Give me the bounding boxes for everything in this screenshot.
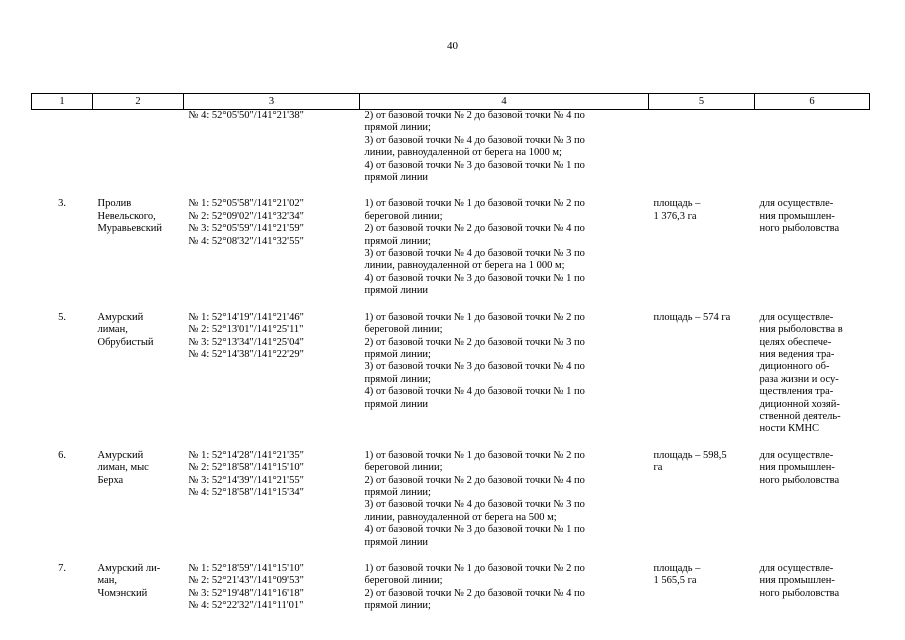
- description-line: прямой линии;: [364, 373, 431, 385]
- row-area-cell: [649, 563, 755, 627]
- name-line: Амурский: [97, 449, 144, 461]
- description-line: прямой линии;: [364, 348, 431, 360]
- description-line: 4) от базовой точки № 3 до базовой точки № 1 по: [364, 159, 585, 171]
- coordinate-line: № 1: 52°14'28"/141°21'35": [188, 449, 304, 461]
- row-area-cell: [649, 312, 755, 450]
- coordinate-line: № 3: 52°14'39"/141°21'55": [188, 474, 304, 486]
- row-name-cell: [93, 450, 184, 563]
- description-line: 2) от базовой точки № 2 до базовой точки № 3 по: [364, 336, 585, 348]
- table-row: [32, 198, 870, 311]
- coordinate-line: № 2: 52°09'02"/141°32'34": [188, 210, 304, 222]
- coordinate-line: № 3: 52°19'48"/141°16'18": [188, 587, 304, 599]
- row-purpose-cell: [755, 450, 870, 563]
- row-description-cell: [360, 198, 649, 311]
- description-line: береговой линии;: [364, 575, 443, 587]
- purpose-line: ния промышлен-: [759, 210, 835, 222]
- table-body: [32, 110, 870, 627]
- column-header-6: 6: [755, 94, 870, 110]
- description-line: 2) от базовой точки № 2 до базовой точки № 4 по: [364, 223, 585, 235]
- name-line: Невельского,: [97, 210, 156, 222]
- coordinate-line: № 2: 52°18'58"/141°15'10": [188, 462, 304, 474]
- row-name-cell: [93, 312, 184, 450]
- row-purpose-cell: [755, 198, 870, 311]
- coordinate-line: № 3: 52°05'59"/141°21'59": [188, 223, 304, 235]
- description-line: линии, равноудаленной от берега на 1 000 м;: [364, 260, 565, 272]
- coordinate-line: № 4: 52°08'32"/141°32'55": [188, 235, 304, 247]
- row-number-cell: [32, 110, 93, 199]
- row-area-cell: [649, 110, 755, 199]
- table-row: [32, 450, 870, 563]
- description-line: линии, равноудаленной от берега на 500 м;: [364, 511, 557, 523]
- area-line: площадь – 574 га: [653, 311, 731, 323]
- row-purpose-cell: [755, 312, 870, 450]
- row-description-cell: [360, 450, 649, 563]
- column-header-3: 3: [184, 94, 360, 110]
- description-line: прямой линии;: [364, 235, 431, 247]
- description-line: береговой линии;: [364, 462, 443, 474]
- row-coords-cell: [184, 450, 360, 563]
- name-line: Чомэнский: [97, 587, 148, 599]
- purpose-line: ности КМНС: [759, 423, 820, 435]
- row-purpose-cell: [755, 110, 870, 199]
- coordinate-line: № 4: 52°22'32"/141°11'01": [188, 600, 304, 612]
- description-line: прямой линии;: [364, 600, 431, 612]
- row-name-cell: [93, 198, 184, 311]
- row-area-cell: [649, 198, 755, 311]
- purpose-line: ния ведения тра-: [759, 348, 835, 360]
- name-line: ман,: [97, 575, 117, 587]
- row-coords-cell: [184, 110, 360, 199]
- purpose-line: целях обеспече-: [759, 336, 832, 348]
- name-line: лиман,: [97, 324, 128, 336]
- purpose-line: для осуществле-: [759, 311, 834, 323]
- description-line: 4) от базовой точки № 4 до базовой точки № 1 по: [364, 386, 585, 398]
- coordinate-line: № 1: 52°18'59"/141°15'10": [188, 563, 304, 574]
- row-coords-cell: [184, 563, 360, 627]
- column-header-1: 1: [32, 94, 93, 110]
- coordinate-line: № 2: 52°13'01"/141°25'11": [188, 324, 304, 336]
- description-line: 1) от базовой точки № 1 до базовой точки № 2 по: [364, 198, 585, 210]
- purpose-line: ния рыболовства в: [759, 324, 843, 336]
- name-line: Амурский: [97, 311, 144, 323]
- coordinate-line: № 1: 52°05'58"/141°21'02": [188, 198, 304, 210]
- document-table: [31, 93, 870, 627]
- coordinate-line: № 4: 52°14'38"/141°22'29": [188, 348, 304, 360]
- row-number-cell: 7.: [58, 563, 66, 574]
- area-line: площадь –: [653, 198, 701, 210]
- coordinate-line: № 3: 52°13'34"/141°25'04": [188, 336, 304, 348]
- description-line: 3) от базовой точки № 4 до базовой точки № 3 по: [364, 134, 585, 146]
- table-header-row: [32, 94, 870, 110]
- description-line: 3) от базовой точки № 3 до базовой точки № 4 по: [364, 361, 585, 373]
- coordinate-line: № 2: 52°21'43"/141°09'53": [188, 575, 304, 587]
- row-description-cell: [360, 563, 649, 627]
- purpose-line: раза жизни и осу-: [759, 373, 839, 385]
- page-number: 40: [447, 40, 458, 52]
- purpose-line: ществления тра-: [759, 386, 834, 398]
- table-row: [32, 312, 870, 450]
- description-line: 3) от базовой точки № 4 до базовой точки № 3 по: [364, 248, 585, 260]
- name-line: лиман, мыс: [97, 462, 149, 474]
- coordinate-line: № 4: 52°18'58"/141°15'34": [188, 486, 304, 498]
- description-line: 2) от базовой точки № 2 до базовой точки № 4 по: [364, 110, 585, 121]
- description-line: 2) от базовой точки № 2 до базовой точки № 4 по: [364, 587, 585, 599]
- description-line: 2) от базовой точки № 2 до базовой точки № 4 по: [364, 474, 585, 486]
- area-line: площадь –: [653, 563, 701, 574]
- row-purpose-cell: [755, 563, 870, 627]
- name-line: Амурский ли-: [97, 563, 161, 574]
- purpose-line: ного рыболовства: [759, 223, 840, 235]
- purpose-line: ного рыболовства: [759, 474, 840, 486]
- description-line: прямой линии;: [364, 486, 431, 498]
- description-line: прямой линии;: [364, 122, 431, 134]
- description-line: прямой линии: [364, 398, 429, 410]
- description-line: 4) от базовой точки № 3 до базовой точки № 1 по: [364, 524, 585, 536]
- description-line: прямой линии: [364, 536, 429, 548]
- name-line: Муравьевский: [97, 223, 163, 235]
- column-header-5: 5: [649, 94, 755, 110]
- description-line: береговой линии;: [364, 324, 443, 336]
- row-number-cell: 5.: [58, 311, 66, 323]
- purpose-line: для осуществле-: [759, 563, 834, 574]
- row-description-cell: [360, 312, 649, 450]
- name-line: Обрубистый: [97, 336, 154, 348]
- area-line: 1 376,3 га: [653, 210, 697, 222]
- description-line: 1) от базовой точки № 1 до базовой точки № 2 по: [364, 311, 585, 323]
- description-line: береговой линии;: [364, 210, 443, 222]
- row-name-cell: [93, 563, 184, 627]
- area-line: площадь – 598,5: [653, 449, 727, 461]
- purpose-line: ния промышлен-: [759, 462, 835, 474]
- description-line: линии, равноудаленной от берега на 1000 м;: [364, 147, 562, 159]
- description-line: 1) от базовой точки № 1 до базовой точки № 2 по: [364, 449, 585, 461]
- row-area-cell: [649, 450, 755, 563]
- continuation-row: [32, 110, 870, 199]
- column-header-2: 2: [93, 94, 184, 110]
- purpose-line: ния промышлен-: [759, 575, 835, 587]
- area-line: га: [653, 462, 663, 474]
- description-line: 4) от базовой точки № 3 до базовой точки № 1 по: [364, 272, 585, 284]
- coordinate-line: № 1: 52°14'19"/141°21'46": [188, 311, 304, 323]
- area-line: 1 565,5 га: [653, 575, 697, 587]
- row-number-cell: 6.: [58, 449, 66, 461]
- name-line: Берха: [97, 474, 124, 486]
- description-line: 3) от базовой точки № 4 до базовой точки № 3 по: [364, 499, 585, 511]
- row-coords-cell: [184, 312, 360, 450]
- row-number-cell: 3.: [58, 198, 66, 210]
- purpose-line: диционного об-: [759, 361, 830, 373]
- purpose-line: для осуществле-: [759, 198, 834, 210]
- name-line: Пролив: [97, 198, 132, 210]
- description-line: прямой линии: [364, 285, 429, 297]
- row-name-cell: [93, 110, 184, 199]
- coordinate-line: № 4: 52°05'50"/141°21'38": [188, 110, 304, 121]
- description-line: 1) от базовой точки № 1 до базовой точки № 2 по: [364, 563, 585, 574]
- row-coords-cell: [184, 198, 360, 311]
- purpose-line: диционной хозяй-: [759, 398, 840, 410]
- purpose-line: для осуществле-: [759, 449, 834, 461]
- column-header-4: 4: [360, 94, 649, 110]
- purpose-line: ного рыболовства: [759, 587, 840, 599]
- row-description-cell: [360, 110, 649, 199]
- description-line: прямой линии: [364, 172, 429, 184]
- purpose-line: ственной деятель-: [759, 410, 841, 422]
- table-row: [32, 563, 870, 627]
